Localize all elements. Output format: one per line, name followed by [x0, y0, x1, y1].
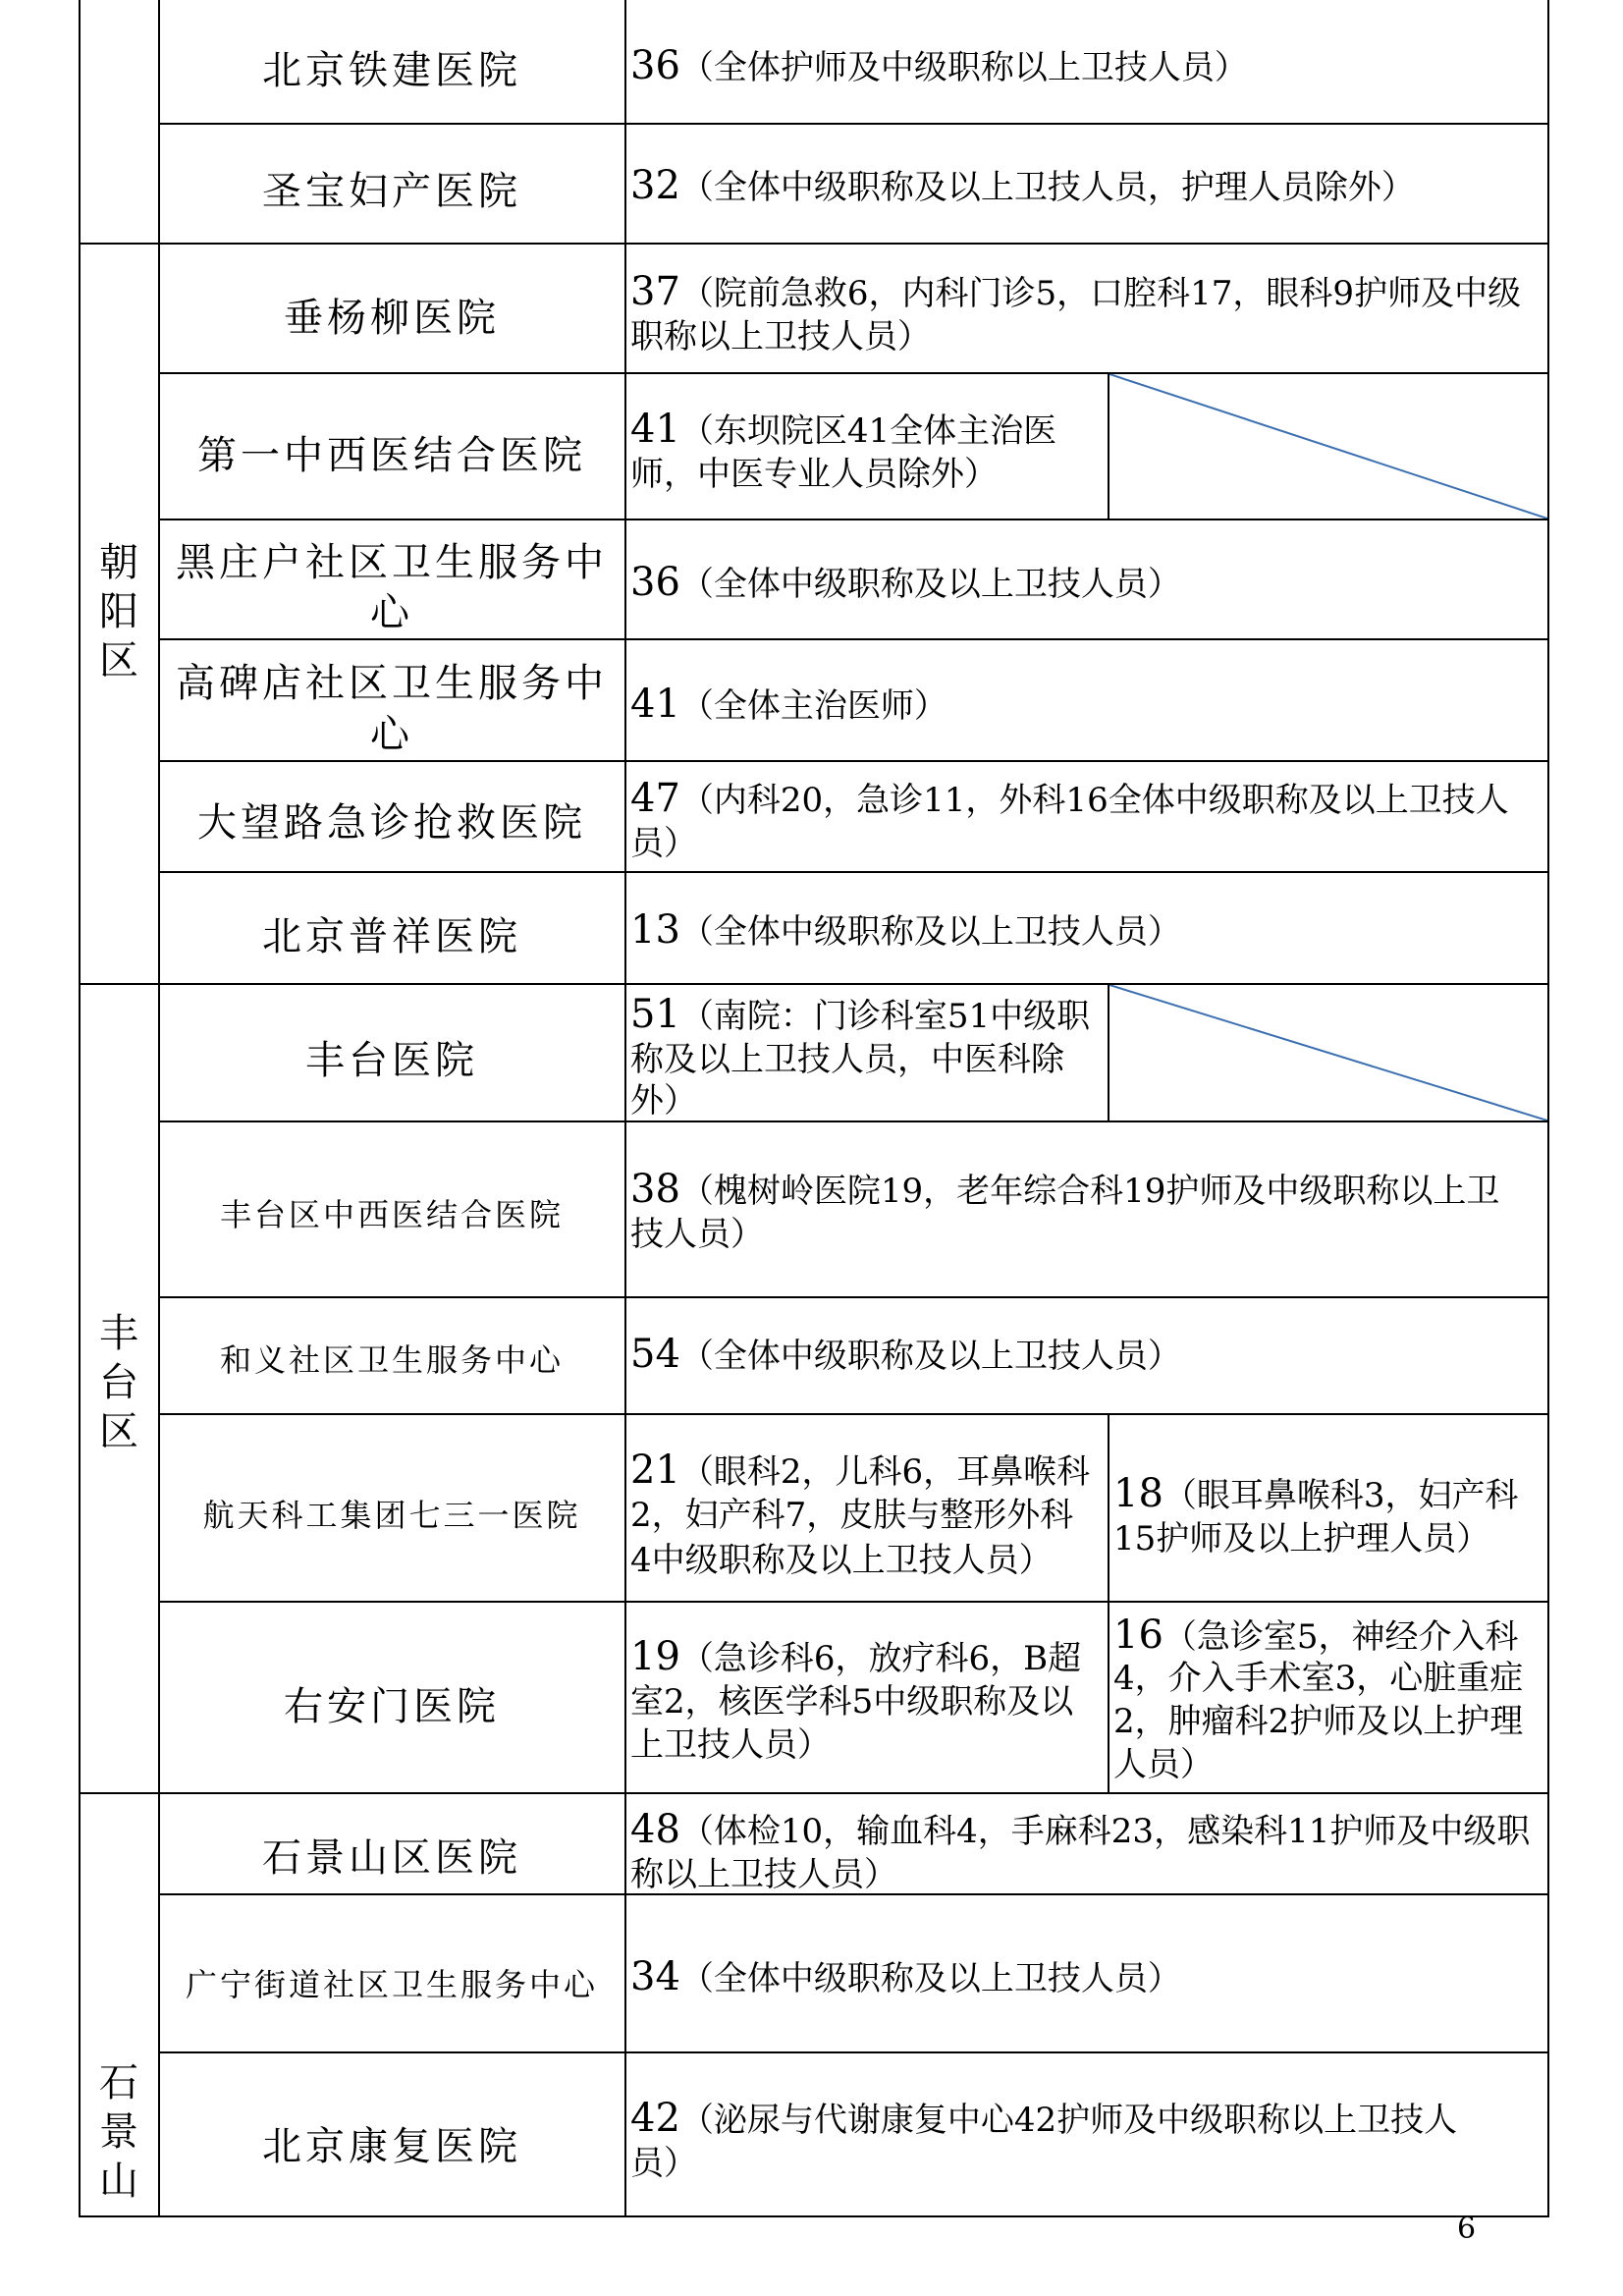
quota-note: （全体中级职称及以上卫技人员） [679, 565, 1181, 604]
row-separator [158, 1413, 1549, 1415]
row-separator [158, 760, 1549, 762]
quota-cell-secondary [1113, 1471, 1519, 1518]
hospital-name-wrap: 心 [370, 712, 413, 757]
row-separator [158, 871, 1549, 873]
quota-count: 41 [630, 682, 680, 727]
quota-count: 36 [630, 560, 680, 605]
quota-cell [630, 907, 1181, 955]
quota-note-line: 员） [630, 824, 697, 863]
hospital-name: 丰台医院 [305, 1038, 478, 1083]
hospital-name: 垂杨柳医院 [284, 296, 500, 341]
hospital-name: 广宁街道社区卫生服务中心 [185, 1966, 598, 2003]
quota-count: 18 [1113, 1471, 1163, 1516]
hospital-name: 北京康复医院 [262, 2124, 521, 2169]
quota-cell [630, 776, 1509, 823]
quota-note-line: 4中级职称及以上卫技人员） [630, 1541, 1053, 1580]
hospital-name: 北京普祥医院 [262, 914, 521, 959]
quota-count: 13 [630, 907, 680, 953]
quota-note: （内科20，急诊11，外科16全体中级职称及以上卫技人 [679, 781, 1509, 820]
row-separator [158, 123, 1549, 125]
row-separator [158, 1601, 1549, 1603]
hospital-name: 大望路急诊抢救医院 [197, 800, 586, 846]
hospital-name: 右安门医院 [284, 1684, 500, 1729]
hospital-name: 石景山区医院 [262, 1835, 521, 1881]
quota-cell [630, 1332, 1181, 1379]
district-label-fengtai: 丰台区 [99, 1311, 138, 1454]
table-divider-hospital [624, 0, 626, 2217]
empty-cell-diagonal [1109, 374, 1547, 519]
quota-count: 38 [630, 1167, 680, 1212]
row-separator [158, 1121, 1549, 1122]
quota-note: （全体中级职称及以上卫技人员） [679, 1337, 1181, 1376]
hospital-name: 丰台区中西医结合医院 [219, 1196, 564, 1233]
quota-note: （眼耳鼻喉科3，妇产科 [1163, 1476, 1519, 1515]
quota-note-line: 室2，核医学科5中级职称及以 [630, 1682, 1074, 1722]
quota-note-line: 技人员） [630, 1215, 764, 1254]
quota-count: 16 [1113, 1613, 1163, 1658]
quota-count: 21 [630, 1448, 680, 1493]
quota-note-line: 15护师及以上护理人员） [1113, 1519, 1490, 1558]
quota-count: 54 [630, 1332, 680, 1377]
row-separator [158, 519, 1549, 520]
quota-count: 42 [630, 2096, 680, 2141]
quota-cell [630, 2096, 1457, 2143]
quota-note-line: 外） [630, 1081, 697, 1121]
quota-count: 37 [630, 269, 680, 314]
quota-count: 48 [630, 1807, 680, 1852]
quota-note-line: 职称以上卫技人员） [630, 317, 931, 356]
quota-note: （泌尿与代谢康复中心42护师及中级职称以上卫技人 [679, 2101, 1458, 2140]
hospital-name: 北京铁建医院 [262, 48, 521, 93]
quota-note: （全体护师及中级职称以上卫技人员） [679, 48, 1248, 87]
quota-cell [630, 1807, 1530, 1854]
district-label-chaoyang: 朝阳区 [99, 540, 138, 683]
district-separator [79, 243, 1549, 245]
hospital-name-wrap: 心 [370, 590, 413, 635]
quota-count: 47 [630, 776, 680, 821]
quota-note: （眼科2，儿科6，耳鼻喉科 [679, 1452, 1091, 1492]
quota-cell [630, 269, 1521, 316]
quota-cell [630, 163, 1415, 210]
quota-note-line: 上卫技人员） [630, 1725, 831, 1765]
district-label-shijingshan: 石景山 [99, 2060, 138, 2204]
quota-note: （急诊科6，放疗科6，B超 [679, 1639, 1082, 1678]
district-separator [79, 1792, 1549, 1794]
cell-split [1108, 1414, 1109, 1792]
quota-cell [630, 682, 947, 729]
quota-cell [630, 1634, 1081, 1681]
quota-note: （全体中级职称及以上卫技人员） [679, 1959, 1181, 1998]
quota-count: 41 [630, 407, 680, 452]
row-separator [158, 1296, 1549, 1298]
quota-note: （院前急救6，内科门诊5，口腔科17，眼科9护师及中级 [679, 274, 1522, 313]
table-border-bottom [79, 2215, 1549, 2217]
quota-cell [630, 560, 1181, 607]
quota-count: 32 [630, 163, 680, 208]
hospital-name: 和义社区卫生服务中心 [219, 1341, 564, 1379]
table-border-left [79, 0, 81, 2217]
quota-cell [630, 1954, 1181, 2001]
table-border-right [1547, 0, 1549, 2217]
quota-note: （槐树岭医院19，老年综合科19护师及中级职称以上卫 [679, 1172, 1500, 1211]
quota-cell [630, 407, 1056, 454]
quota-cell [630, 43, 1248, 90]
page-number: 6 [1457, 2212, 1477, 2246]
quota-cell [630, 992, 1090, 1039]
quota-note-line: 称以上卫技人员） [630, 1855, 897, 1894]
quota-count: 34 [630, 1954, 680, 1999]
quota-note-line: 人员） [1113, 1745, 1214, 1784]
quota-cell [630, 1448, 1090, 1495]
quota-note: （全体中级职称及以上卫技人员） [679, 912, 1181, 952]
quota-count: 19 [630, 1634, 680, 1679]
quota-note: （东坝院区41全体主治医 [679, 411, 1057, 451]
quota-cell [630, 1167, 1499, 1214]
quota-count: 36 [630, 43, 680, 88]
quota-note-line: 称及以上卫技人员，中医科除 [630, 1040, 1064, 1079]
hospital-name: 航天科工集团七三一医院 [202, 1497, 581, 1534]
quota-note-line: 4，介入手术室3，心脏重症 [1113, 1659, 1524, 1698]
hospital-name: 高碑店社区卫生服务中 [176, 661, 608, 706]
quota-note-line: 2，妇产科7，皮肤与整形外科 [630, 1496, 1074, 1535]
quota-note: （南院：门诊科室51中级职 [679, 997, 1091, 1036]
hospital-name: 黑庄户社区卫生服务中 [176, 540, 608, 585]
quota-cell-secondary [1113, 1613, 1519, 1660]
row-separator [158, 638, 1549, 640]
quota-note: （全体主治医师） [679, 686, 947, 726]
quota-note: （急诊室5，神经介入科 [1163, 1617, 1519, 1657]
row-separator [158, 2051, 1549, 2053]
quota-note-line: 2，肿瘤科2护师及以上护理 [1113, 1702, 1524, 1741]
quota-count: 51 [630, 992, 680, 1037]
quota-note: （全体中级职称及以上卫技人员，护理人员除外） [679, 168, 1415, 207]
quota-note: （体检10，输血科4，手麻科23，感染科11护师及中级职 [679, 1812, 1531, 1851]
quota-note-line: 师，中医专业人员除外） [630, 455, 998, 494]
hospital-name: 第一中西医结合医院 [197, 433, 586, 478]
quota-note-line: 员） [630, 2144, 697, 2183]
hospital-name: 圣宝妇产医院 [262, 169, 521, 214]
empty-cell-diagonal [1109, 985, 1547, 1121]
